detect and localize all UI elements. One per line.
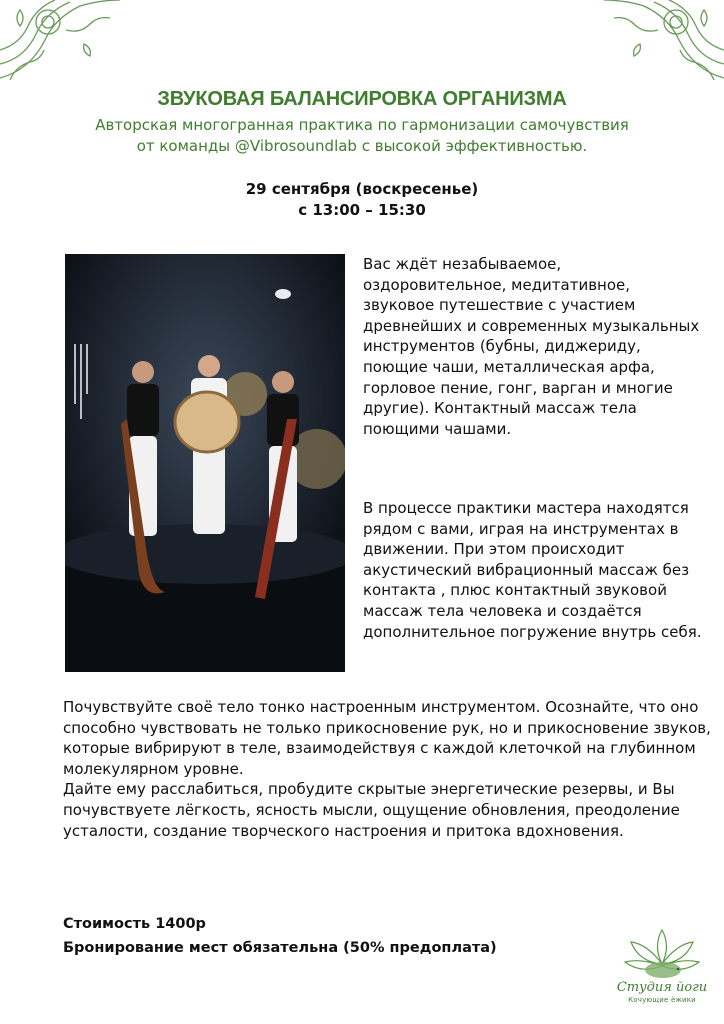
page-title: ЗВУКОВАЯ БАЛАНСИРОВКА ОРГАНИЗМА: [157, 88, 567, 110]
event-time: с 13:00 – 15:30: [298, 201, 426, 219]
studio-logo: [612, 924, 712, 1020]
price-text: Стоимость 1400р: [63, 916, 206, 932]
booking-text: Бронирование мест обязательна (50% предоплата): [63, 940, 497, 956]
logo-tagline: Кочующие ёжики: [628, 996, 696, 1004]
main-text-block: [63, 697, 713, 841]
description-paragraph-2: В процессе практики мастера находятся рядом с вами, играя на инструментах в движении. При этом происходит акустический вибрационный массаж без контакта , плюс контактный звуковой массаж тела человека и создаётся дополнительное погружение внутрь себя.: [363, 499, 702, 641]
description-paragraph-3: Почувствуйте своё тело тонко настроенным инструментом. Осознайте, что оно способно чувствовать не только прикосновение рук, но и прикосновение звуков, которые вибрируют в теле, взаимодействуя с каждой клеточкой на глубинном молекулярном уровне.: [63, 698, 711, 778]
logo-name: Студия йоги: [616, 980, 708, 995]
corner-ornament-right-icon: [584, 0, 724, 80]
musicians-photo: [65, 254, 345, 672]
subtitle-line-1: Авторская многогранная практика по гармонизации самочувствия: [95, 116, 629, 134]
subtitle-line-2: от команды @Vibrosoundlab с высокой эффективностью.: [136, 137, 588, 155]
description-paragraph-1: Вас ждёт незабываемое, оздоровительное, медитативное, звуковое путешествие с участием древнейших и современных музыкальных инструментов (бубны, диджериду, поющие чаши, металлическая арфа, горловое пение, гонг, варган и многие другие). Контактный массаж тела поющими чашами.: [363, 255, 700, 438]
lotus-hedgehog-icon: [623, 924, 701, 982]
event-date: 29 сентября (воскресенье): [245, 180, 479, 198]
corner-ornament-left-icon: [0, 0, 140, 80]
description-paragraph-4: Дайте ему расслабиться, пробудите скрытые энергетические резервы, и Вы почувствуете лёгкость, ясность мысли, ощущение обновления, преодоление усталости, создание творческого настроения и притока вдохновения.: [63, 780, 680, 840]
